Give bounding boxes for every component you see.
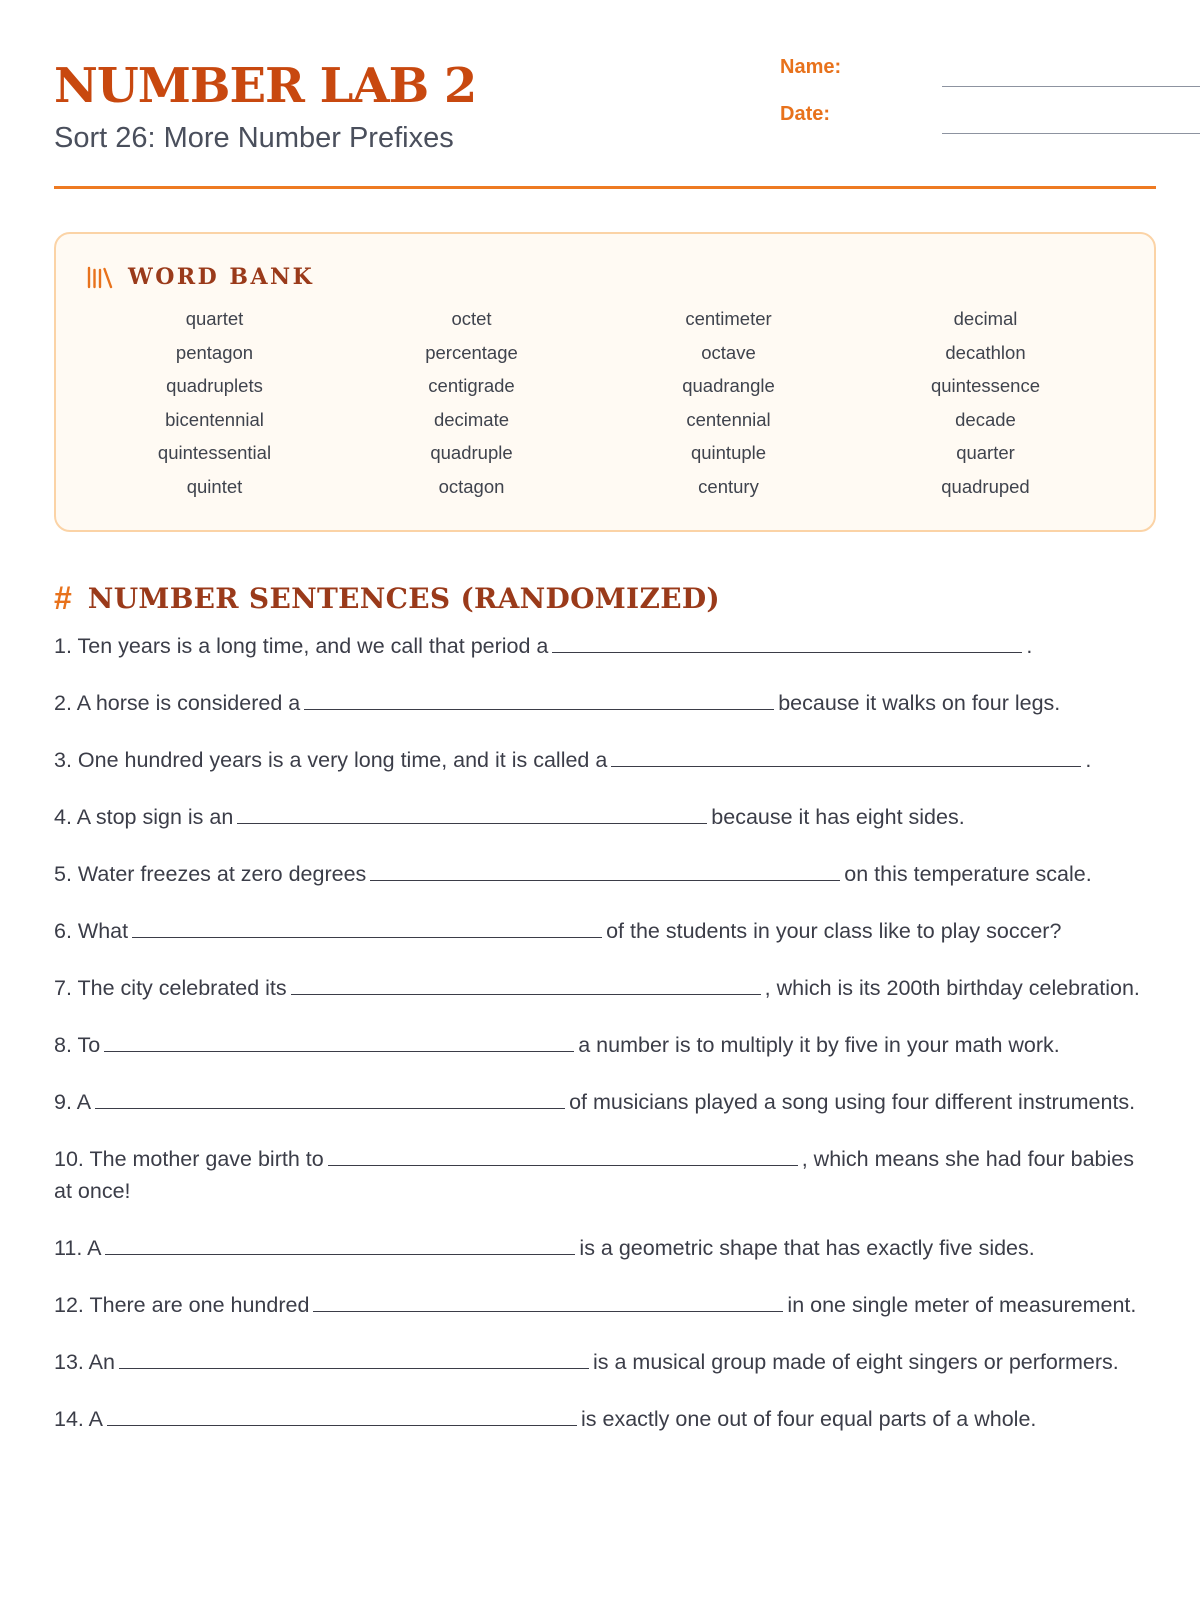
sentence-text-after: on this temperature scale. bbox=[844, 862, 1092, 886]
sentence-text-before: 12. There are one hundred bbox=[54, 1293, 310, 1317]
word-bank-item: decade bbox=[955, 408, 1016, 430]
sentence-item bbox=[54, 1232, 1156, 1264]
sentence-text-after: in one single meter of measurement. bbox=[787, 1293, 1137, 1317]
sentence-item bbox=[54, 1403, 1156, 1435]
sentence-text-after: . bbox=[1026, 634, 1033, 658]
answer-blank[interactable] bbox=[119, 1346, 589, 1369]
sentence-text-after: is exactly one out of four equal parts of a whole. bbox=[581, 1407, 1037, 1431]
word-bank-item: century bbox=[698, 475, 759, 497]
sentence-text-after: because it has eight sides. bbox=[711, 805, 965, 829]
answer-blank[interactable] bbox=[370, 858, 840, 881]
word-bank-item: centigrade bbox=[428, 375, 515, 397]
sentence-item bbox=[54, 744, 1156, 776]
sentence-text-after: is a geometric shape that has exactly five sides. bbox=[579, 1236, 1035, 1260]
word-bank-item: decimate bbox=[433, 408, 510, 430]
answer-blank[interactable] bbox=[132, 915, 602, 938]
sentence-text-after: is a musical group made of eight singers or performers. bbox=[592, 1350, 1119, 1374]
sentence-text-before: 10. The mother gave birth to bbox=[54, 1147, 324, 1171]
answer-blank[interactable] bbox=[611, 744, 1081, 767]
word-bank-item: decimal bbox=[953, 308, 1018, 329]
word-bank-item: quintet bbox=[186, 475, 243, 497]
books-icon bbox=[86, 264, 114, 290]
sentence-text-before: 14. A bbox=[54, 1407, 104, 1431]
sentence-text-after: , which is its 200th birthday celebration. bbox=[764, 976, 1140, 1000]
word-bank-header bbox=[86, 260, 1124, 294]
sentence-text-after: , which means she had four babies at once! bbox=[54, 1147, 1134, 1203]
hash-icon: # bbox=[54, 580, 72, 616]
word-bank-item: quadruplets bbox=[166, 375, 263, 397]
word-bank-item: quarter bbox=[956, 442, 1015, 464]
sentence-item bbox=[54, 1346, 1156, 1378]
name-label: Name: bbox=[780, 56, 842, 78]
name-line[interactable] bbox=[942, 86, 1200, 87]
sentence-item bbox=[54, 1029, 1156, 1061]
word-bank-title: WORD BANK bbox=[128, 264, 315, 290]
answer-blank[interactable] bbox=[104, 1029, 574, 1052]
page-subtitle: Sort 26: More Number Prefixes bbox=[54, 122, 454, 154]
sentence-list bbox=[54, 630, 1156, 1435]
date-field bbox=[780, 103, 1200, 133]
sentence-text-before: 3. One hundred years is a very long time, and it is called a bbox=[54, 748, 608, 772]
sentences-header bbox=[54, 578, 1156, 618]
word-bank-item: decathlon bbox=[945, 341, 1026, 363]
answer-blank[interactable] bbox=[237, 801, 707, 824]
date-line[interactable] bbox=[942, 133, 1200, 134]
word-bank-item: quadruple bbox=[430, 442, 513, 464]
word-bank-item: quartet bbox=[185, 308, 244, 329]
answer-blank[interactable] bbox=[107, 1403, 577, 1426]
sentence-text-before: 8. To bbox=[54, 1033, 101, 1057]
word-bank-item: quintuple bbox=[690, 442, 767, 464]
word-bank-item: octet bbox=[451, 308, 492, 329]
sentence-text-before: 11. A bbox=[54, 1236, 102, 1260]
sentence-text-before: 9. A bbox=[54, 1090, 92, 1114]
sentence-text-before: 7. The city celebrated its bbox=[54, 976, 287, 1000]
sentence-item bbox=[54, 1086, 1156, 1118]
answer-blank[interactable] bbox=[313, 1289, 783, 1312]
word-bank-item: quintessential bbox=[157, 442, 272, 464]
word-bank-item: percentage bbox=[425, 341, 518, 363]
word-bank-item: pentagon bbox=[175, 341, 254, 363]
sentence-text-before: 13. An bbox=[54, 1350, 115, 1374]
word-bank-item: centennial bbox=[686, 408, 771, 430]
sentence-item bbox=[54, 858, 1156, 890]
word-bank-item: quadruped bbox=[941, 475, 1030, 497]
word-bank-grid bbox=[86, 302, 1124, 504]
sentence-text-before: 1. Ten years is a long time, and we call that period a bbox=[54, 634, 549, 658]
sentence-item bbox=[54, 972, 1156, 1004]
answer-blank[interactable] bbox=[105, 1232, 575, 1255]
worksheet-header bbox=[54, 0, 1156, 190]
sentence-text-before: 4. A stop sign is an bbox=[54, 805, 234, 829]
sentence-text-after: of the students in your class like to play soccer? bbox=[606, 919, 1062, 943]
sentence-item bbox=[54, 630, 1156, 662]
sentence-item bbox=[54, 915, 1156, 947]
word-bank-item: octagon bbox=[438, 475, 505, 497]
sentence-item bbox=[54, 1143, 1156, 1207]
sentence-item bbox=[54, 1289, 1156, 1321]
word-bank bbox=[54, 232, 1156, 532]
header-divider bbox=[54, 186, 1156, 189]
sentence-text-before: 5. Water freezes at zero degrees bbox=[54, 862, 367, 886]
word-bank-item: centimeter bbox=[685, 308, 772, 329]
word-bank-item: quintessence bbox=[930, 375, 1041, 397]
word-bank-item: octave bbox=[701, 341, 756, 363]
name-field bbox=[780, 56, 1200, 86]
sentence-item bbox=[54, 687, 1156, 719]
sentences-title: NUMBER SENTENCES (RANDOMIZED) bbox=[87, 581, 720, 615]
sentence-text-before: 2. A horse is considered a bbox=[54, 691, 301, 715]
page-title: NUMBER LAB 2 bbox=[54, 58, 477, 114]
sentence-text-before: 6. What bbox=[54, 919, 129, 943]
word-bank-item: bicentennial bbox=[165, 408, 264, 430]
answer-blank[interactable] bbox=[95, 1086, 565, 1109]
sentence-text-after: of musicians played a song using four different instruments. bbox=[569, 1090, 1136, 1114]
answer-blank[interactable] bbox=[291, 972, 761, 995]
answer-blank[interactable] bbox=[304, 687, 774, 710]
word-bank-item: quadrangle bbox=[682, 375, 775, 397]
sentence-text-after: a number is to multiply it by five in your math work. bbox=[578, 1033, 1060, 1057]
date-label: Date: bbox=[780, 103, 831, 125]
sentence-text-after: . bbox=[1085, 748, 1092, 772]
sentence-text-after: because it walks on four legs. bbox=[778, 691, 1061, 715]
answer-blank[interactable] bbox=[552, 630, 1022, 653]
sentence-item bbox=[54, 801, 1156, 833]
answer-blank[interactable] bbox=[328, 1143, 798, 1166]
